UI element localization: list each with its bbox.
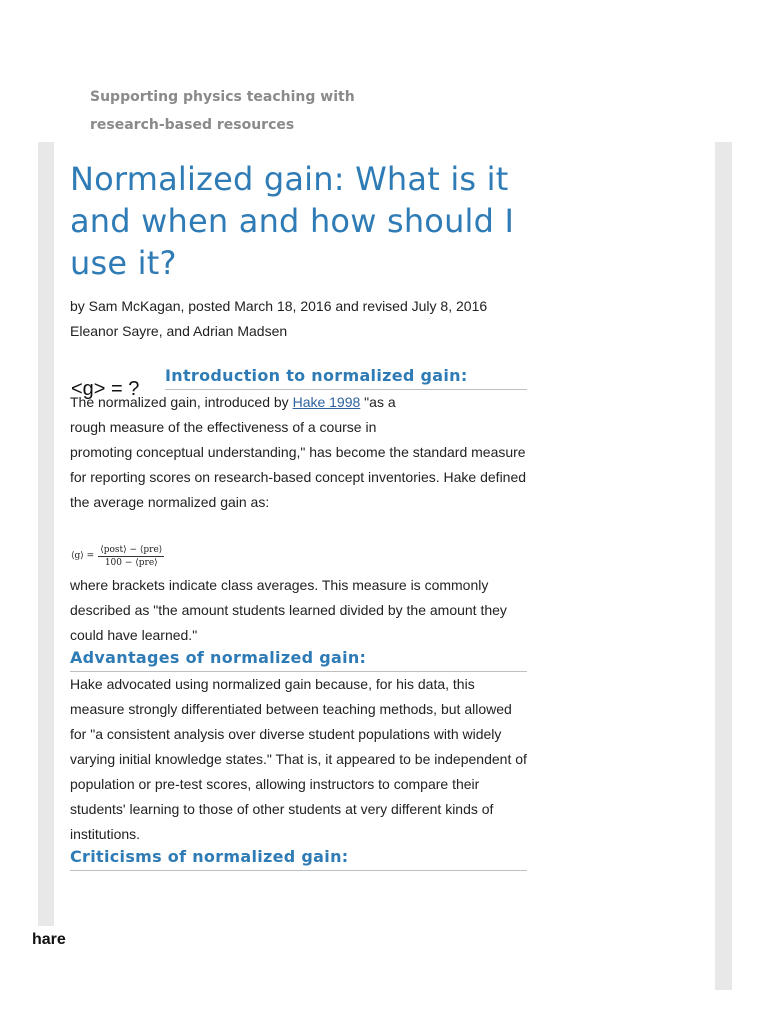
tagline-line-1: Supporting physics teaching with bbox=[90, 89, 355, 105]
intro-text-after-link: "as a bbox=[360, 394, 396, 410]
tagline-line-2: research-based resources bbox=[90, 117, 295, 133]
left-side-bar bbox=[38, 142, 54, 926]
share-label[interactable]: hare bbox=[32, 931, 66, 948]
article-title: Normalized gain: What is it and when and how should I use it? bbox=[70, 160, 515, 282]
site-tagline bbox=[90, 83, 355, 139]
normalized-gain-formula bbox=[71, 539, 527, 573]
hake-1998-link[interactable]: Hake 1998 bbox=[292, 394, 361, 410]
advantages-paragraph: Hake advocated using normalized gain because, for his data, this measure strongly differentiated between teaching methods, but allowed for "a consistent analysis over diverse student populations with widely varying initial knowledge states." That is, it appeared to be independent of population or pre-test scores, allowing instructors to compare their students' learning to those of other students at very different kinds of institutions. bbox=[70, 676, 527, 842]
byline bbox=[70, 294, 527, 344]
right-side-bar bbox=[715, 142, 732, 990]
byline-line-1: by Sam McKagan, posted March 18, 2016 and revised July 8, 2016 bbox=[70, 298, 488, 314]
intro-text-line-2: rough measure of the effectiveness of a course in bbox=[70, 419, 377, 435]
formula-fraction bbox=[98, 545, 164, 568]
formula-denominator: 100 − ⟨pre⟩ bbox=[104, 557, 158, 568]
advantages-heading: Advantages of normalized gain: bbox=[70, 648, 527, 672]
intro-heading: Introduction to normalized gain: bbox=[165, 364, 527, 390]
byline-line-2: Eleanor Sayre, and Adrian Madsen bbox=[70, 323, 288, 339]
gain-equation-image: <g> = ? bbox=[71, 378, 140, 400]
formula-explanation: where brackets indicate class averages. This measure is commonly described as "the amount students learned divided by the amount they could have learned." bbox=[70, 577, 507, 643]
formula-numerator: ⟨post⟩ − ⟨pre⟩ bbox=[100, 544, 163, 555]
intro-section bbox=[70, 364, 527, 515]
criticisms-heading: Criticisms of normalized gain: bbox=[70, 847, 527, 871]
article bbox=[70, 158, 527, 871]
formula-lhs: ⟨g⟩ = bbox=[71, 551, 95, 561]
intro-paragraph-rest: promoting conceptual understanding," has become the standard measure for reporting scores on research-based concept inventories. Hake defined the average normalized gain as: bbox=[70, 444, 527, 510]
intro-text-pre-link: The normalized gain, introduced by bbox=[70, 394, 293, 410]
